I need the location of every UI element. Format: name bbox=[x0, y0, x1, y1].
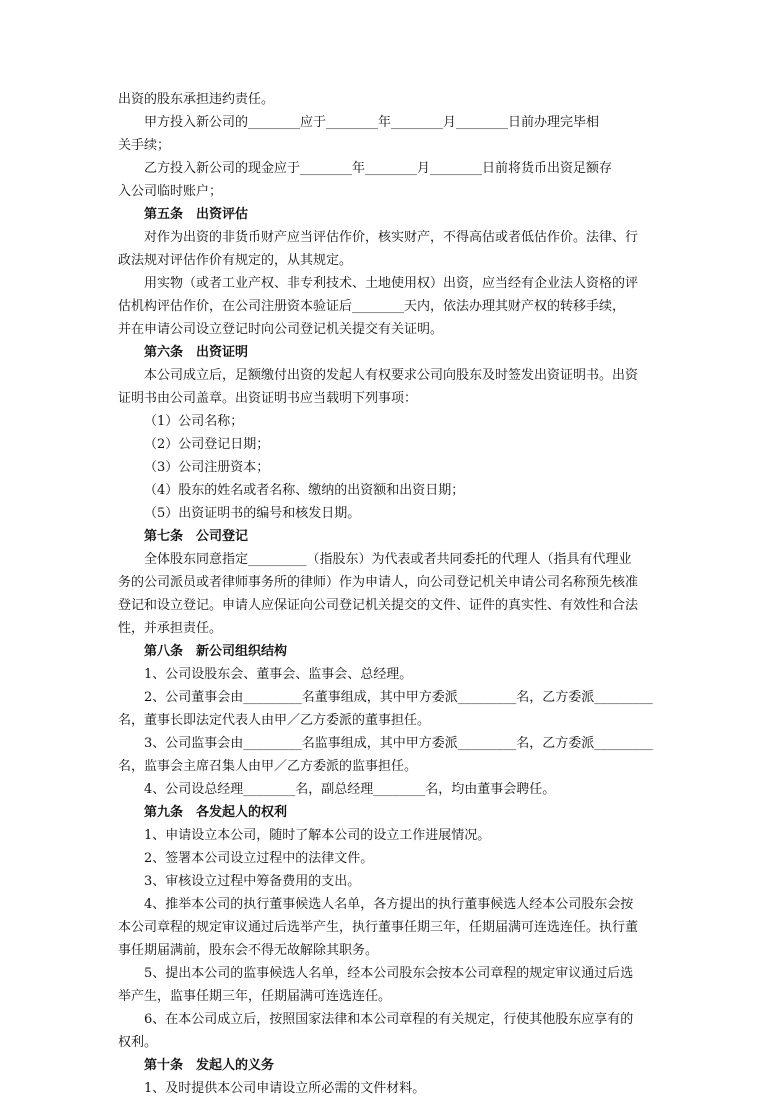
text-line: 关手续； bbox=[118, 138, 171, 153]
text-line: 甲方投入新公司的________应于________年________月________日前办理完毕相 bbox=[144, 115, 600, 130]
text-line: 1、申请设立本公司，随时了解本公司的设立工作进展情况。 bbox=[144, 828, 491, 843]
text-line: 务的公司派员或者律师事务所的律师）作为申请人，向公司登记机关申请公司名称预先核准 bbox=[118, 575, 639, 590]
text-line: 6、在本公司成立后，按照国家法律和本公司章程的有关规定，行使其他股东应享有的 bbox=[144, 1012, 634, 1027]
text-line: 全体股东同意指定_________（指股东）为代表或者共同委托的代理人（指具有代理业 bbox=[144, 552, 632, 567]
text-line: 2、签署本公司设立过程中的法律文件。 bbox=[144, 851, 374, 866]
section-heading: 第八条 新公司组织结构 bbox=[144, 644, 288, 659]
text-line: （4）股东的姓名或者名称、缴纳的出资额和出资日期； bbox=[144, 483, 465, 498]
text-line: 证明书由公司盖章。出资证明书应当载明下列事项： bbox=[118, 391, 418, 406]
text-line: 并在申请公司设立登记时向公司登记机关提交有关证明。 bbox=[118, 322, 444, 337]
section-heading: 第七条 公司登记 bbox=[144, 529, 249, 544]
text-line: 1、公司设股东会、董事会、监事会、总经理。 bbox=[144, 667, 413, 682]
text-line: （2）公司登记日期； bbox=[144, 437, 270, 452]
text-line: 3、审核设立过程中筹备费用的支出。 bbox=[144, 874, 361, 889]
text-line: 本公司成立后，足额缴付出资的发起人有权要求公司向股东及时签发出资证明书。出资 bbox=[144, 368, 639, 383]
section-heading: 第五条 出资评估 bbox=[144, 207, 249, 222]
text-line: 性，并承担责任。 bbox=[118, 621, 223, 636]
section-heading: 第六条 出资证明 bbox=[144, 345, 249, 360]
text-line: （5）出资证明书的编号和核发日期。 bbox=[144, 506, 361, 521]
text-line: 乙方投入新公司的现金应于________年________月________日前将货币出资足额存 bbox=[144, 161, 613, 176]
text-line: 4、公司设总经理________名，副总经理________名，均由董事会聘任。 bbox=[144, 782, 556, 797]
text-line: 1、及时提供本公司申请设立所必需的文件材料。 bbox=[144, 1081, 426, 1096]
text-line: （1）公司名称； bbox=[144, 414, 244, 429]
text-line: 事任期届满前，股东会不得无故解除其职务。 bbox=[118, 943, 379, 958]
text-line: 本公司章程的规定审议通过后选举产生，执行董事任期三年，任期届满可连选连任。执行董 bbox=[118, 920, 639, 935]
text-line: 2、公司董事会由_________名董事组成，其中甲方委派_________名，乙方委派_________ bbox=[144, 690, 653, 705]
text-line: 登记和设立登记。申请人应保证向公司登记机关提交的文件、证件的真实性、有效性和合法 bbox=[118, 598, 639, 613]
text-line: 对作为出资的非货币财产应当评估作价，核实财产，不得高估或者低估作价。法律、行 bbox=[144, 230, 639, 245]
section-heading: 第九条 各发起人的权利 bbox=[144, 805, 288, 820]
text-line: 名，董事长即法定代表人由甲／乙方委派的董事担任。 bbox=[118, 713, 431, 728]
text-line: 权利。 bbox=[118, 1035, 158, 1050]
text-line: 政法规对评估作价有规定的，从其规定。 bbox=[118, 253, 353, 268]
text-line: 用实物（或者工业产权、非专利技术、土地使用权）出资，应当经有企业法人资格的评 bbox=[144, 276, 639, 291]
text-line: 入公司临时账户； bbox=[118, 184, 223, 199]
text-line: 3、公司监事会由_________名监事组成，其中甲方委派_________名，乙方委派_________ bbox=[144, 736, 653, 751]
text-line: 5、提出本公司的监事候选人名单，经本公司股东会按本公司章程的规定审议通过后选 bbox=[144, 966, 634, 981]
section-heading: 第十条 发起人的义务 bbox=[144, 1058, 275, 1073]
text-line: 举产生，监事任期三年，任期届满可连选连任。 bbox=[118, 989, 392, 1004]
document-page bbox=[0, 88, 774, 1100]
text-line: 估机构评估作价，在公司注册资本验证后________天内，依法办理其财产权的转移手续， bbox=[118, 299, 626, 314]
text-line: 名，监事会主席召集人由甲／乙方委派的监事担任。 bbox=[118, 759, 418, 774]
text-line: （3）公司注册资本； bbox=[144, 460, 270, 475]
text-line: 4、推举本公司的执行董事候选人名单，各方提出的执行董事候选人经本公司股东会按 bbox=[144, 897, 634, 912]
text-line: 出资的股东承担违约责任。 bbox=[118, 92, 275, 107]
